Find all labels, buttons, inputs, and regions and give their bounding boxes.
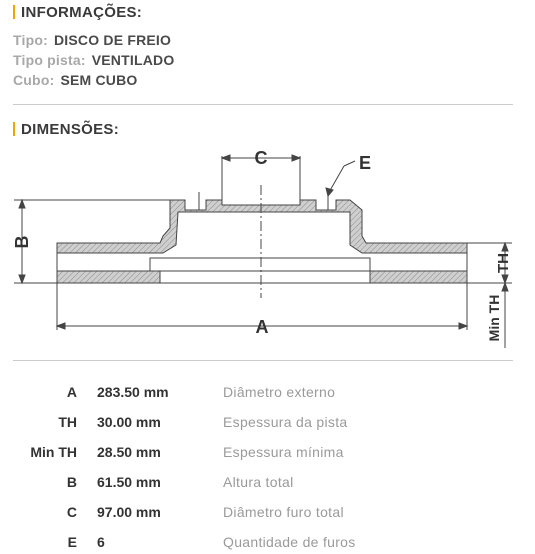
dimension-value: 28.50 mm <box>97 444 161 460</box>
label-th: TH <box>495 253 512 273</box>
dimension-description: Espessura mínima <box>223 444 344 460</box>
dimension-row-c <box>0 504 535 524</box>
label-min-th: Min TH <box>486 294 502 342</box>
dimension-description: Diâmetro externo <box>223 384 336 400</box>
disc-section <box>57 200 467 283</box>
dimension-row-a <box>0 384 535 404</box>
dimension-description: Altura total <box>223 474 294 490</box>
info-value: VENTILADO <box>91 52 175 68</box>
info-value: SEM CUBO <box>60 72 138 88</box>
dimension-code: C <box>66 504 77 520</box>
dimension-code: TH <box>58 414 77 430</box>
label-e: E <box>358 153 372 173</box>
info-key: Cubo: <box>13 72 55 88</box>
accent-bar <box>13 5 15 19</box>
info-value: DISCO DE FREIO <box>53 32 172 48</box>
dimension-value: 283.50 mm <box>97 384 169 400</box>
info-key: Tipo: <box>13 32 48 48</box>
dimension-code: A <box>66 384 77 400</box>
dimensions-section-title <box>13 121 119 138</box>
dimension-min-th <box>502 283 508 348</box>
dimension-row-e <box>0 534 535 554</box>
dimension-description: Diâmetro furo total <box>223 504 344 520</box>
dimension-code: E <box>67 534 77 550</box>
label-b: B <box>12 235 32 249</box>
label-c: C <box>254 148 268 168</box>
dimension-value: 61.50 mm <box>97 474 161 490</box>
label-a: A <box>255 317 269 337</box>
dimension-row-th <box>0 414 535 434</box>
dimension-value: 97.00 mm <box>97 504 161 520</box>
dimensions-title-text: DIMENSÕES: <box>21 121 120 138</box>
accent-bar <box>13 122 15 136</box>
dimension-e <box>326 161 355 196</box>
info-row-cubo <box>13 72 138 88</box>
dimension-code: Min TH <box>30 444 77 460</box>
dimension-row-min-th <box>0 444 535 464</box>
dimension-value: 30.00 mm <box>97 414 161 430</box>
divider <box>13 104 513 105</box>
dimension-row-b <box>0 474 535 494</box>
dimension-description: Quantidade de furos <box>223 534 356 550</box>
dimension-code: B <box>66 474 77 490</box>
divider <box>13 360 513 361</box>
brake-disc-drawing <box>0 140 535 355</box>
info-row-tipo-pista <box>13 52 174 68</box>
dimension-value: 6 <box>97 534 105 550</box>
info-row-tipo <box>13 32 171 48</box>
info-title-text: INFORMAÇÕES: <box>21 4 143 21</box>
dimension-description: Espessura da pista <box>223 414 348 430</box>
info-key: Tipo pista: <box>13 52 86 68</box>
info-section-title <box>13 4 142 21</box>
